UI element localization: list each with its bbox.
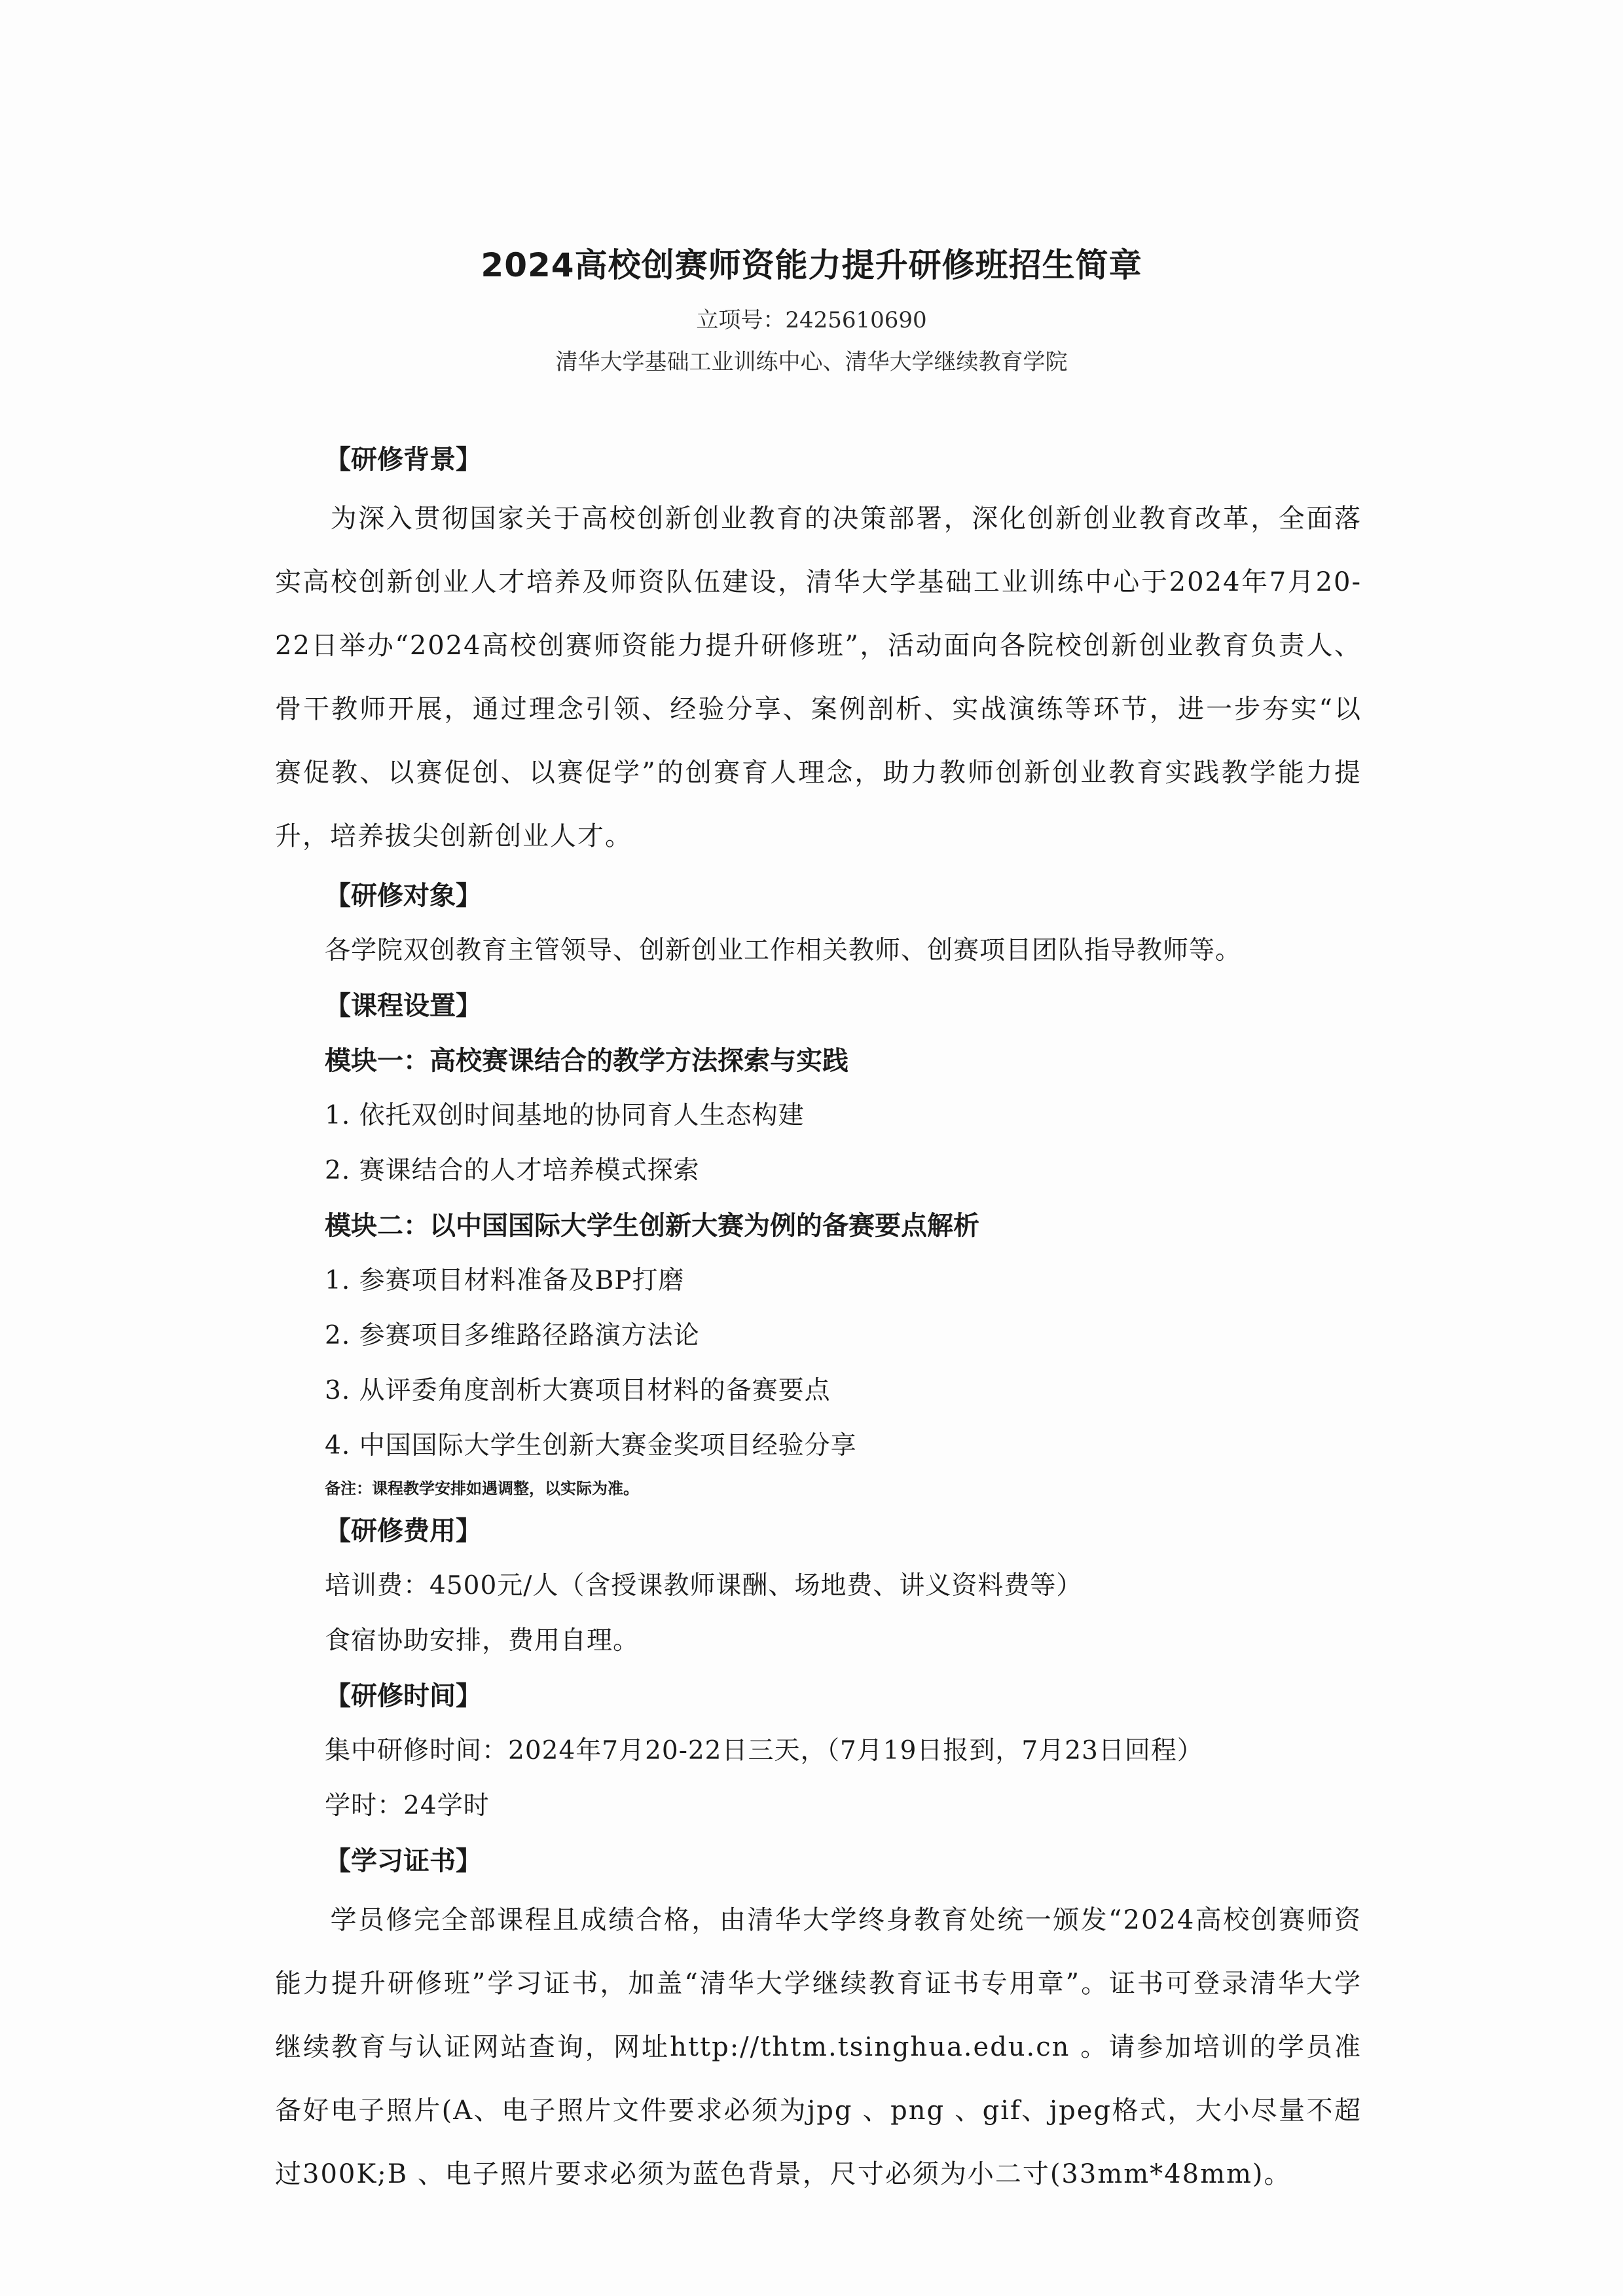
fee-line: 食宿协助安排，费用自理。 <box>325 1626 640 1656</box>
certificate-paragraph <box>275 1889 1362 2206</box>
section-heading-audience: 【研修对象】 <box>325 881 482 911</box>
module-two-item: 4. 中国国际大学生创新大赛金奖项目经验分享 <box>325 1431 857 1460</box>
fee-line: 培训费：4500元/人（含授课教师课酬、场地费、讲义资料费等） <box>325 1571 1083 1601</box>
section-heading-schedule: 【研修时间】 <box>325 1681 482 1711</box>
module-two-item: 2. 参赛项目多维路径路演方法论 <box>325 1321 700 1350</box>
module-two-item: 1. 参赛项目材料准备及BP打磨 <box>325 1266 685 1295</box>
module-one-item: 1. 依托双创时间基地的协同育人生态构建 <box>325 1101 805 1130</box>
background-text: 为深入贯彻国家关于高校创新创业教育的决策部署，深化创新创业教育改革，全面落实高校创新创业人才培养及师资队伍建设，清华大学基础工业训练中心于2024年7月20-22日举办“2024高校创赛师资能力提升研修班”，活动面向各院校创新创业教育负责人、骨干教师开展，通过理念引领、经验分享、案例剖析、实战演练等环节，进一步夯实“以赛促教、以赛促创、以赛促学”的创赛育人理念，助力教师创新创业教育实践教学能力提升，培养拔尖创新创业人才。 <box>275 504 1362 851</box>
section-heading-curriculum: 【课程设置】 <box>325 991 482 1021</box>
module-two-title: 模块二：以中国国际大学生创新大赛为例的备赛要点解析 <box>325 1211 979 1241</box>
module-one-title: 模块一：高校赛课结合的教学方法探索与实践 <box>325 1046 848 1076</box>
schedule-line: 集中研修时间：2024年7月20-22日三天，（7月19日报到，7月23日回程） <box>325 1736 1203 1766</box>
background-paragraph <box>275 487 1362 868</box>
document-title: 2024高校创赛师资能力提升研修班招生简章 <box>481 246 1142 284</box>
audience-text: 各学院双创教育主管领导、创新创业工作相关教师、创赛项目团队指导教师等。 <box>325 936 1242 965</box>
module-two-item: 3. 从评委角度剖析大赛项目材料的备赛要点 <box>325 1376 831 1405</box>
organizers: 清华大学基础工业训练中心、清华大学继续教育学院 <box>555 349 1068 375</box>
section-heading-fees: 【研修费用】 <box>325 1516 482 1546</box>
module-one-item: 2. 赛课结合的人才培养模式探索 <box>325 1156 700 1185</box>
project-number: 立项号：2425610690 <box>696 307 927 333</box>
section-heading-background: 【研修背景】 <box>325 445 482 475</box>
schedule-line: 学时：24学时 <box>325 1791 490 1821</box>
certificate-text: 学员修完全部课程且成绩合格，由清华大学终身教育处统一颁发“2024高校创赛师资能力提升研修班”学习证书，加盖“清华大学继续教育证书专用章”。证书可登录清华大学继续教育与认证网站查询，网址http://thtm.tsinghua.edu.cn 。请参加培训的学员准备好电子照片(A、电子照片文件要求必须为jpg 、png 、gif、jpeg格式，大小尽量不超过300K;B 、电子照片要求必须为蓝色背景，尺寸必须为小二寸(33mm*48mm)。 <box>275 1905 1362 2189</box>
document-body <box>275 432 1362 2206</box>
section-heading-certificate: 【学习证书】 <box>325 1846 482 1876</box>
curriculum-note: 备注：课程教学安排如遇调整，以实际为准。 <box>325 1479 639 1498</box>
